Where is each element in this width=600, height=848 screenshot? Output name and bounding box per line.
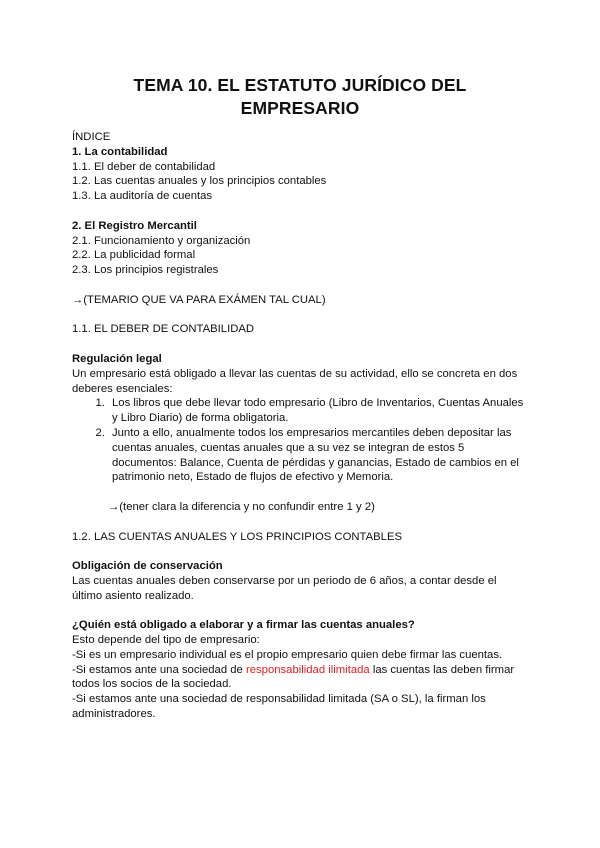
deber-item-2: 2. Junto a ello, anualmente todos los empresarios mercantiles deben depositar las cuentas anuales, cuentas anuales que a su vez se integran de estos 5 documentos: Balance, Cuenta de pérdidas y ganancias, Estado de cambios en el patrimonio neto, Estado de flujos de efectivo y Memoria. [108,426,528,485]
index-item: 1.1. El deber de contabilidad [72,160,216,173]
exam-note: →(TEMARIO QUE VA PARA EXÁMEN TAL CUAL) [72,293,326,306]
quien-heading: ¿Quién está obligado a elaborar y a firmar las cuentas anuales? [72,619,415,632]
index-item: 1.2. Las cuentas anuales y los principios contables [72,175,327,188]
quien-line-2: -Si es un empresario individual es el propio empresario quien debe firmar las cuentas. [72,648,503,661]
quien-line-3-end: las cuentas las deben firmar todos los socios de la sociedad. [72,663,515,691]
index-section-2-heading: 2. El Registro Mercantil [72,219,197,232]
title-line-1: TEMA 10. EL ESTATUTO JURÍDICO DEL [133,75,467,95]
quien-line-3 [72,663,528,693]
deber-item-1: 1. Los libros que debe llevar todo empresario (Libro de Inventarios, Cuentas Anuales y Libro Diario) de forma obligatoria. [108,396,528,426]
index-item: 2.2. La publicidad formal [72,249,196,262]
index-section-1-heading: 1. La contabilidad [72,145,168,158]
page-title [72,74,528,120]
conservacion-text: Las cuentas anuales deben conservarse por un periodo de 6 años, a contar desde el último asiento realizado. [72,574,497,602]
index-item: 2.3. Los principios registrales [72,264,219,277]
index-item: 2.1. Funcionamiento y organización [72,234,251,247]
index-label: ÍNDICE [72,131,111,143]
index-item: 1.3. La auditoría de cuentas [72,190,213,203]
section-1-2-title: 1.2. LAS CUENTAS ANUALES Y LOS PRINCIPIOS CONTABLES [72,530,403,543]
regulacion-intro: Un empresario está obligado a llevar las cuentas de su actividad, ello se concreta en dos deberes esenciales: [72,367,518,395]
title-line-2: EMPRESARIO [240,98,360,118]
quien-line-1: Esto depende del tipo de empresario: [72,634,260,647]
section-1-1-title: 1.1. EL DEBER DE CONTABILIDAD [72,323,255,336]
regulacion-heading: Regulación legal [72,352,162,365]
highlight-red-text: responsabilidad ilimitada [245,663,370,676]
deberes-list [72,396,528,485]
quien-line-4: -Si estamos ante una sociedad de responsabilidad limitada (SA o SL), la firman los administradores. [72,693,486,721]
quien-line-3-start: -Si estamos ante una sociedad de [72,663,246,676]
difference-note: →(tener clara la diferencia y no confundir entre 1 y 2) [108,500,375,513]
conservacion-heading: Obligación de conservación [72,560,223,573]
